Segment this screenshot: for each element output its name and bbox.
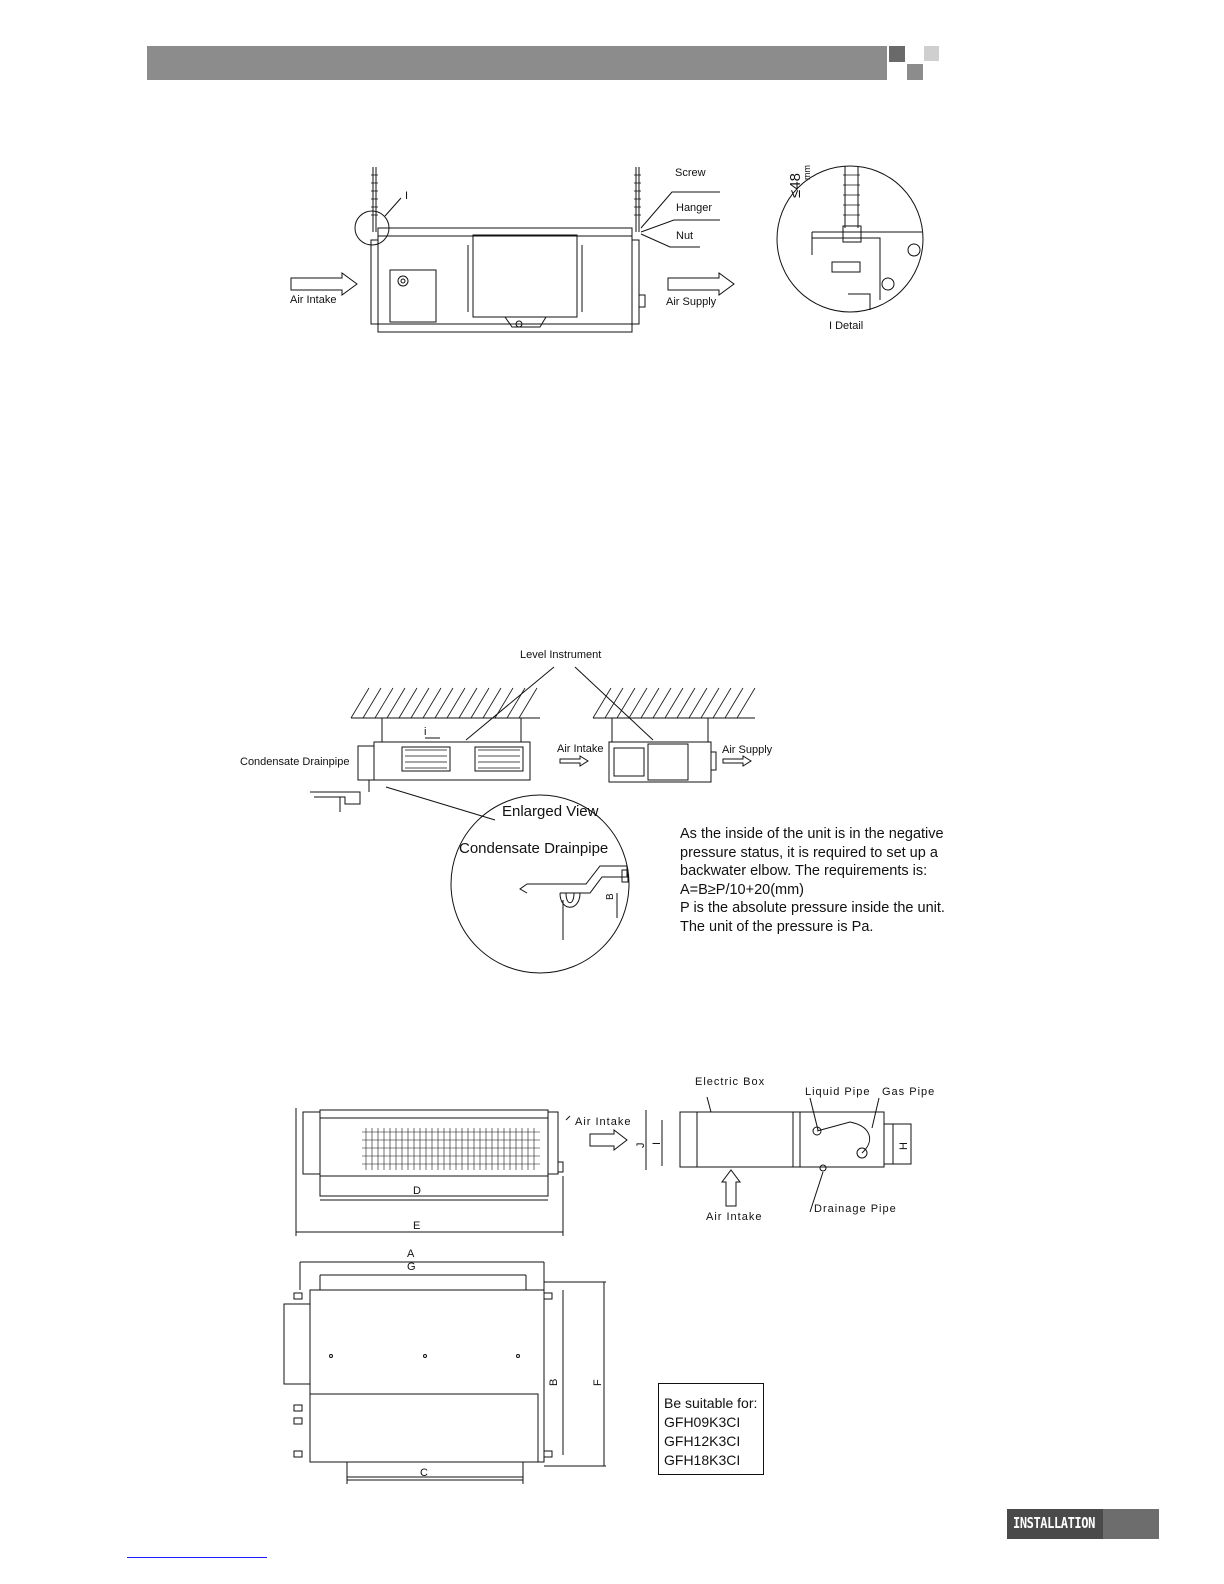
label-dimension-unit: mm xyxy=(802,165,812,180)
label-air-intake-side: Air Intake xyxy=(575,1116,632,1128)
label-air-supply-2: Air Supply xyxy=(722,744,773,756)
label-condensate-drainpipe: Condensate Drainpipe xyxy=(240,756,350,768)
label-dim-j: J xyxy=(635,1142,647,1148)
label-dimension-48: ≤48 xyxy=(787,173,804,198)
note-line: P is the absolute pressure inside the unit. xyxy=(680,900,945,917)
label-dim-g: G xyxy=(407,1261,416,1273)
label-dim-a: A xyxy=(407,1248,415,1260)
label-dim-i: I xyxy=(651,1141,663,1145)
label-dim-f: F xyxy=(592,1379,604,1386)
note-line: backwater elbow. The requirements is: xyxy=(680,863,928,880)
suitable-model: GFH18K3CI xyxy=(664,1452,741,1468)
label-hanger: Hanger xyxy=(676,202,713,214)
label-air-intake: Air Intake xyxy=(290,294,337,306)
label-detail: I Detail xyxy=(829,320,864,332)
suitable-title: Be suitable for: xyxy=(664,1395,758,1411)
note-line: The unit of the pressure is Pa. xyxy=(680,918,874,935)
label-screw: Screw xyxy=(675,167,706,179)
label-detail-marker: I xyxy=(405,190,409,202)
label-dim-d: D xyxy=(413,1185,421,1197)
label-liquid-pipe: Liquid Pipe xyxy=(805,1086,871,1098)
label-dim-h: H xyxy=(898,1142,910,1150)
label-air-intake-bottom: Air Intake xyxy=(706,1211,763,1223)
suitable-model: GFH12K3CI xyxy=(664,1433,741,1449)
note-line: As the inside of the unit is in the negative xyxy=(680,826,944,842)
label-level-instrument: Level Instrument xyxy=(520,649,602,661)
suitable-models-box xyxy=(658,1383,764,1475)
label-gas-pipe: Gas Pipe xyxy=(882,1086,936,1098)
label-dim-b: B xyxy=(548,1378,560,1386)
note-line: A=B≥P/10+20(mm) xyxy=(680,881,805,898)
suitable-model: GFH09K3CI xyxy=(664,1414,741,1430)
label-air-supply: Air Supply xyxy=(666,296,717,308)
label-marker-b: B xyxy=(605,893,616,900)
label-dim-c: C xyxy=(420,1467,428,1479)
label-dim-e: E xyxy=(413,1220,421,1232)
footer-link-underline xyxy=(127,1557,267,1558)
label-nut: Nut xyxy=(676,230,694,242)
label-air-intake-2: Air Intake xyxy=(557,743,604,755)
label-enlarged-drainpipe: Condensate Drainpipe xyxy=(459,840,609,857)
label-electric-box: Electric Box xyxy=(695,1076,766,1088)
label-marker-i: i xyxy=(424,726,427,738)
note-line: pressure status, it is required to set up a xyxy=(680,844,938,861)
label-drainage-pipe: Drainage Pipe xyxy=(814,1203,897,1215)
label-enlarged-view: Enlarged View xyxy=(502,803,599,820)
footer-section-label: INSTALLATION xyxy=(1013,1514,1095,1532)
